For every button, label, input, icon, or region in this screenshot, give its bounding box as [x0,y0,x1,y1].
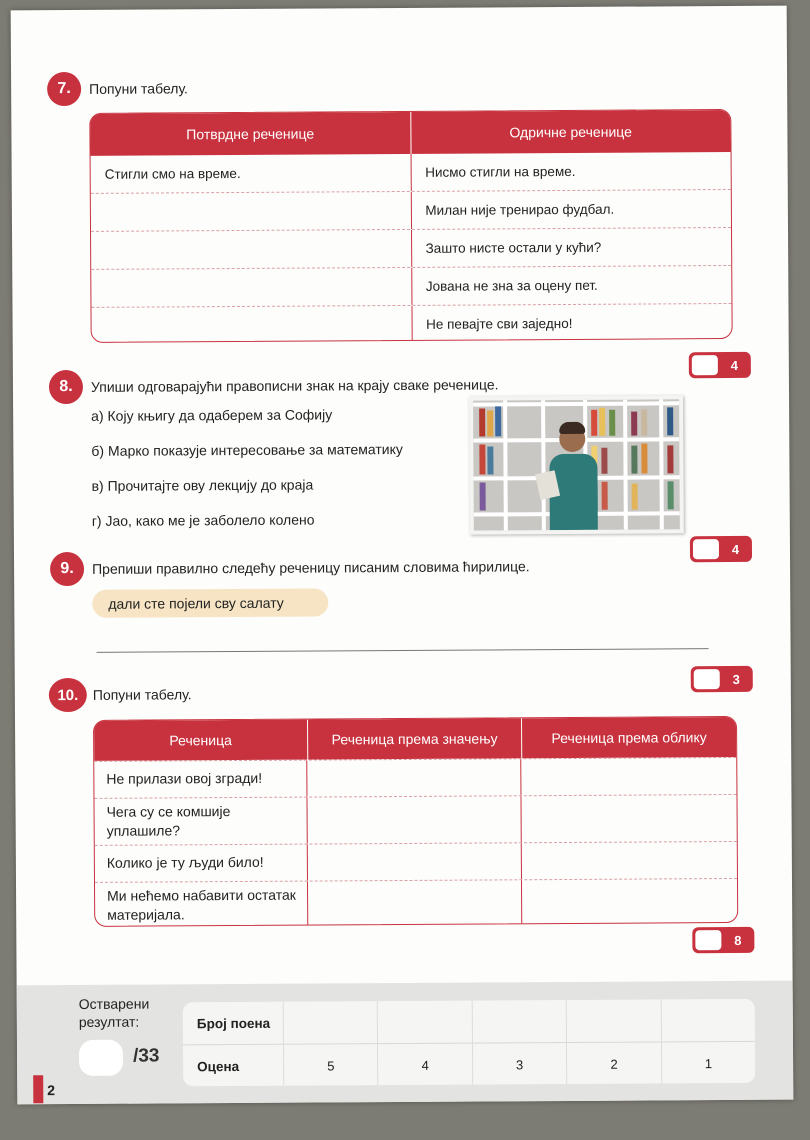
table-row [95,878,737,927]
score-input[interactable] [693,539,719,559]
cell-negative: Милан није тренирао фудбал. [425,201,615,218]
table-row [94,757,736,798]
results-footer [17,981,794,1105]
cell-affirmative[interactable] [91,306,412,343]
cell-by-meaning[interactable] [307,796,521,843]
cell-by-form[interactable] [522,842,737,879]
table-row [91,303,731,343]
task-8-badge: 8. [49,370,83,404]
workbook-page [11,6,794,1105]
cell-negative: Зашто нисте остали у кући? [425,239,602,256]
table-row [94,794,736,845]
cell-sentence: Ми нећемо набавити остатак материјала. [95,882,308,927]
cell-by-form[interactable] [521,758,736,795]
points-cell[interactable] [566,999,661,1042]
list-item[interactable]: г) Јао, како ме је заболело колено [91,511,315,529]
task-9-score-box [691,666,753,692]
cell-by-meaning[interactable] [308,880,522,927]
list-item[interactable]: а) Коју књигу да одаберем за Софију [91,406,333,424]
task-10-score-box [692,927,754,953]
cell-negative: Јована не зна за оцену пет. [425,277,598,294]
cell-sentence: Чега су се комшије уплашиле? [94,798,307,845]
task-7-table [89,109,732,343]
task-8-score-box [690,536,752,562]
task-10-table [93,716,738,927]
result-label: Остварени резултат: [78,995,150,1030]
total-points: /33 [132,1045,160,1067]
cell-by-meaning[interactable] [308,843,522,880]
header-negative: Одричне реченице [509,123,632,141]
grade-label: Оцена [197,1058,240,1074]
header-sentence: Реченица [94,720,308,761]
task-10-instruction: Попуни табелу. [92,686,192,703]
cell-sentence: Колико је ту људи било! [95,845,308,882]
score-input[interactable] [692,355,718,375]
table-row [91,189,731,231]
table-row [91,152,731,193]
page-number: 2 [47,1082,56,1099]
task-8-points: 4 [731,541,740,557]
task-7-table-header [90,110,730,156]
cell-affirmative[interactable] [91,192,412,231]
cell-by-form[interactable] [522,879,737,926]
task-9-sentence: дали сте појели сву салату [92,588,328,617]
task-7-badge: 7. [47,72,81,106]
cell-negative: Не певајте сви заједно! [426,315,573,332]
header-affirmative: Потврдне реченице [90,112,411,156]
cell-affirmative[interactable]: Стигли смо на време. [91,154,412,193]
cell-sentence: Не прилази овој згради! [94,761,307,798]
cell-affirmative[interactable] [91,268,412,307]
points-cell[interactable] [377,1001,472,1044]
task-8-list [91,406,452,548]
task-9-badge: 9. [50,552,84,586]
task-10-badge: 10. [49,678,87,712]
list-item[interactable]: в) Прочитајте ову лекцију до краја [91,476,314,494]
list-item[interactable]: б) Марко показује интересовање за математику [91,440,403,459]
cell-by-meaning[interactable] [307,759,521,796]
points-cell[interactable] [660,999,755,1042]
points-cell[interactable] [283,1001,378,1044]
cell-by-form[interactable] [521,795,736,842]
task-8-instruction: Упиши одговарајући правописни знак на крају сваке реченице. [90,376,499,395]
bookshelf-photo [469,395,684,534]
task-10-points: 8 [734,932,742,948]
header-by-meaning: Реченица према значењу [308,718,522,759]
points-label: Број поена [196,1015,271,1031]
task-10-table-header [94,717,736,761]
cell-affirmative[interactable] [91,230,412,269]
task-7-points: 4 [730,357,739,373]
task-9-points: 3 [732,671,740,687]
grade-cell[interactable]: 4 [377,1044,472,1087]
page-tab [33,1075,43,1103]
header-by-form: Реченица према облику [551,729,707,747]
cell-negative: Нисмо стигли на време. [425,163,576,180]
points-row [183,999,755,1044]
answer-line[interactable] [97,648,709,653]
task-9-instruction: Препиши правилно следећу реченицу писаним словима ћирилице. [92,558,530,577]
score-input[interactable] [694,669,720,689]
points-cell[interactable] [472,1000,567,1043]
grade-cell[interactable]: 5 [283,1044,378,1086]
grade-row [183,1041,755,1086]
table-row [91,265,731,307]
table-row [95,841,737,882]
total-score-input[interactable] [79,1040,123,1076]
table-row [91,227,731,269]
task-7-instruction: Попуни табелу. [89,80,188,97]
grade-table [183,999,756,1086]
task-7-score-box [689,352,751,378]
score-input[interactable] [695,930,721,950]
grade-cell[interactable]: 3 [472,1043,567,1086]
grade-cell[interactable]: 2 [566,1042,661,1085]
grade-cell[interactable]: 1 [661,1042,756,1085]
